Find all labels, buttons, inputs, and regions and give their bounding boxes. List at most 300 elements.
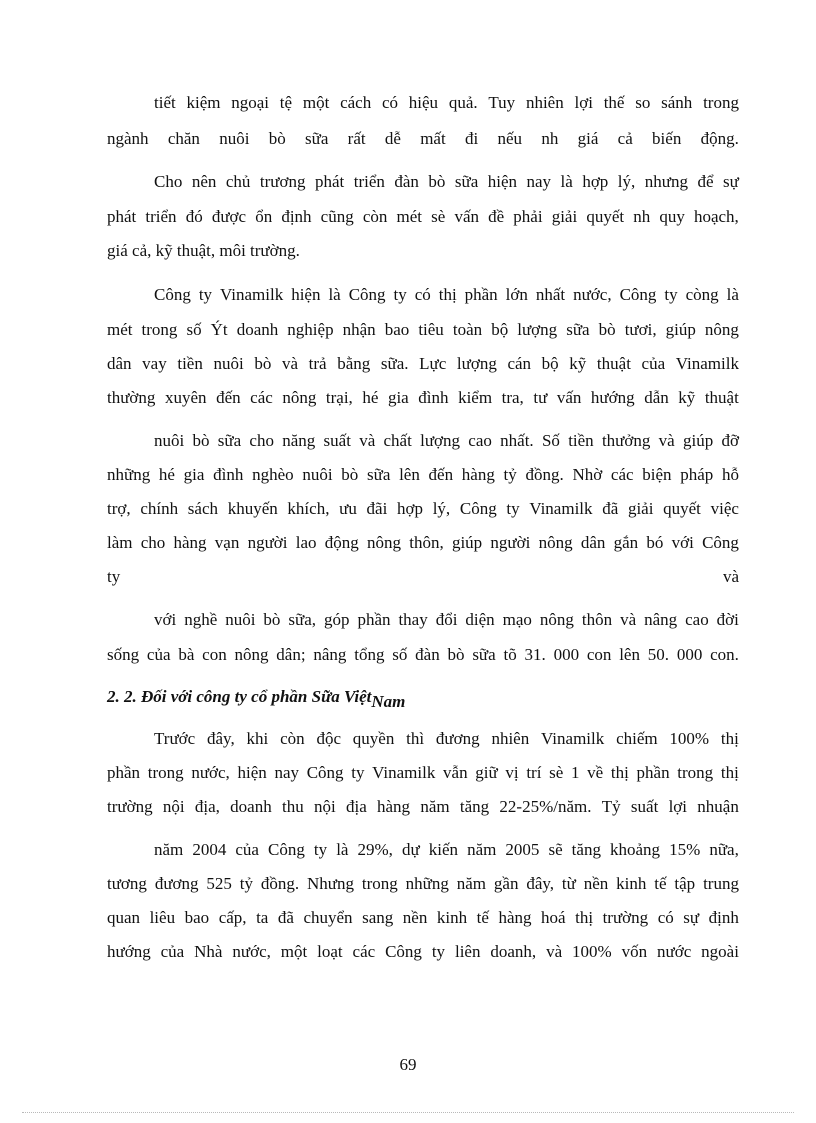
word: bò	[254, 354, 272, 373]
word: cho	[140, 533, 166, 552]
word: gia	[183, 465, 205, 484]
word: ty	[664, 285, 678, 304]
word: Vinamilk	[541, 729, 605, 748]
word: nhất.	[500, 431, 534, 450]
paragraph-line	[107, 319, 739, 341]
word: chủ	[225, 172, 251, 191]
word: doanh	[230, 797, 272, 816]
word: đó	[185, 207, 203, 226]
word: ưu	[339, 499, 357, 518]
word: tiền	[177, 354, 203, 373]
word: vẫn	[443, 763, 468, 782]
word: chăn	[167, 129, 200, 148]
word: Cho	[154, 172, 183, 191]
word: khoảng	[610, 840, 661, 859]
paragraph-line	[107, 206, 739, 228]
word: đây,	[526, 874, 555, 893]
word: 22-25%/năm.	[499, 797, 592, 816]
word: bộ	[541, 354, 559, 373]
word: của	[160, 942, 185, 961]
word: nước,	[573, 285, 612, 304]
word: năm	[420, 797, 450, 816]
word: đãi	[366, 499, 388, 518]
word: hiệu	[408, 93, 439, 112]
word: để	[697, 172, 714, 191]
word: Công	[348, 285, 386, 304]
word: vấn	[556, 388, 582, 407]
word: nông	[367, 533, 401, 552]
word: cấp,	[218, 908, 247, 927]
word: chất	[383, 431, 412, 450]
word: về	[587, 763, 604, 782]
word: hiện	[291, 285, 321, 304]
word: thị	[575, 908, 594, 927]
word: diện	[465, 610, 495, 629]
word: 50.	[647, 645, 670, 664]
word: bao	[384, 320, 410, 339]
word: nâng	[313, 645, 347, 664]
word: nội	[162, 797, 185, 816]
word: nghề	[184, 610, 218, 629]
word: phát	[314, 172, 345, 191]
word: trường	[107, 797, 153, 816]
word: lượng	[420, 431, 461, 450]
word: bộ	[491, 320, 509, 339]
word: Lực	[419, 354, 447, 373]
word: lợi	[668, 797, 688, 816]
word: số	[186, 320, 202, 339]
word: và	[620, 610, 637, 629]
word: 29%,	[357, 840, 393, 859]
word: dễ	[384, 129, 401, 148]
word: 000	[676, 645, 703, 664]
word: và	[281, 354, 298, 373]
word: pháp	[680, 465, 714, 484]
word: sữa	[472, 645, 496, 664]
word: địa,	[194, 797, 220, 816]
word: giải	[627, 499, 654, 518]
word: nông	[282, 388, 317, 407]
word: có	[657, 908, 674, 927]
word: tiết	[154, 93, 176, 112]
word: của	[235, 840, 259, 859]
word: nếu	[497, 129, 523, 148]
word: triển	[353, 172, 385, 191]
word: nghiệp	[287, 320, 334, 339]
word: 2004	[192, 840, 227, 859]
word: đã	[602, 499, 619, 518]
word: nuôi	[213, 354, 244, 373]
word: lao	[295, 533, 317, 552]
word: hướng	[590, 388, 635, 407]
word: tăng	[571, 840, 601, 859]
word: đề	[488, 207, 505, 226]
word: đình	[418, 388, 449, 407]
word: Trước	[154, 729, 196, 748]
word: hiện	[237, 763, 267, 782]
word: làm	[107, 533, 133, 552]
word: Công	[154, 285, 191, 304]
word: năm	[154, 840, 184, 859]
paragraph-line	[107, 796, 739, 818]
word: nông	[538, 533, 573, 552]
word: gần	[493, 874, 519, 893]
word: từ	[561, 874, 576, 893]
word: ngành	[107, 129, 149, 148]
word: trương	[259, 172, 306, 191]
paragraph-line	[154, 171, 739, 193]
word: bò	[341, 465, 359, 484]
word: nh	[541, 129, 559, 148]
word: ổn	[255, 207, 273, 226]
word: cho	[249, 431, 274, 450]
word: suất	[323, 431, 351, 450]
paragraph-line	[107, 907, 739, 929]
word: hợp	[582, 172, 609, 191]
word: dân;	[276, 645, 306, 664]
word: thu	[281, 797, 304, 816]
word: Tỷ	[601, 797, 621, 816]
word: toàn	[452, 320, 483, 339]
word: thị	[720, 763, 739, 782]
word: được	[211, 207, 247, 226]
word: 525	[206, 874, 232, 893]
word: là	[726, 285, 739, 304]
word: tra,	[501, 388, 524, 407]
word: trong	[703, 93, 739, 112]
word: một	[302, 93, 330, 112]
word: ngoại	[231, 93, 270, 112]
word: con	[202, 645, 227, 664]
word: người	[247, 533, 288, 552]
word: dân	[107, 354, 132, 373]
word: doanh	[236, 320, 279, 339]
word: đương	[435, 729, 480, 748]
word: quyết	[663, 499, 701, 518]
word: 15%	[669, 840, 701, 859]
word: lý,	[617, 172, 636, 191]
word: cán	[507, 354, 532, 373]
word: dự	[401, 840, 420, 859]
paragraph-line	[154, 728, 739, 750]
word: Công	[619, 285, 657, 304]
word: bao	[184, 908, 210, 927]
word: biến	[652, 129, 682, 148]
word: nước,	[232, 942, 271, 961]
section-heading-subscript: Nam	[371, 692, 406, 711]
word: Tuy	[488, 93, 516, 112]
word: sè	[549, 763, 564, 782]
word: trung	[703, 874, 739, 893]
word: ty	[506, 499, 520, 518]
word: nghèo	[252, 465, 294, 484]
paragraph-line	[154, 609, 739, 631]
word: hàng	[173, 533, 207, 552]
word: đã	[277, 908, 294, 927]
word: tiền	[568, 431, 594, 450]
word: nhuận	[697, 797, 739, 816]
word: cả	[617, 129, 633, 148]
word: bò	[268, 129, 286, 148]
word: sự	[723, 172, 739, 191]
word: lượng	[517, 320, 558, 339]
paragraph-line	[107, 353, 739, 375]
word: tăng	[459, 797, 490, 816]
word: Ýt	[210, 320, 228, 339]
paragraph-line: giá cả, kỹ thuật, môi trường.	[107, 241, 300, 260]
word: mất	[420, 129, 446, 148]
section-heading	[107, 686, 739, 711]
word: có	[414, 285, 431, 304]
word: trại,	[325, 388, 353, 407]
word: và	[658, 431, 675, 450]
word: dẫn	[644, 388, 669, 407]
word: Số	[541, 431, 560, 450]
word: hàng	[377, 797, 411, 816]
word: với	[154, 610, 177, 629]
word: sữa	[454, 172, 479, 191]
word: Nhưng	[307, 874, 355, 893]
word: tỷ	[239, 874, 254, 893]
paragraph-line	[107, 464, 739, 486]
word: quan	[107, 908, 141, 927]
word: bò	[598, 320, 616, 339]
word: 100%	[669, 729, 710, 748]
page-number: 69	[399, 1055, 417, 1074]
word: trả	[308, 354, 327, 373]
word: nuôi	[154, 431, 185, 450]
word: phát	[107, 207, 137, 226]
word: phần	[357, 610, 391, 629]
word: lượng	[456, 354, 497, 373]
word: năng	[282, 431, 316, 450]
word: đồng.	[525, 465, 564, 484]
word: tương	[107, 874, 147, 893]
word: bò	[263, 610, 281, 629]
word: liêu	[149, 908, 176, 927]
word: khi	[246, 729, 269, 748]
word: sách	[187, 499, 218, 518]
word: của	[641, 354, 666, 373]
word: thuật	[596, 354, 631, 373]
word: cao	[685, 610, 709, 629]
word: 2005	[505, 840, 540, 859]
word: sữa.	[380, 354, 409, 373]
paragraph-line	[107, 762, 739, 784]
word: kiến	[428, 840, 459, 859]
word: Công	[385, 942, 422, 961]
word: 1	[570, 763, 580, 782]
word: giữ	[475, 763, 498, 782]
word: đàn	[394, 172, 419, 191]
word: sữa	[217, 431, 242, 450]
word: ngoài	[701, 942, 739, 961]
word: kiểm	[458, 388, 493, 407]
word: nuôi	[219, 129, 250, 148]
paragraph-line	[154, 839, 739, 861]
paragraph-line	[154, 430, 739, 452]
word: lên	[619, 645, 640, 664]
word: động	[324, 533, 359, 552]
word: quả.	[448, 93, 478, 112]
word: sống	[107, 645, 140, 664]
word: gắn	[613, 533, 639, 552]
word: vốn	[621, 942, 648, 961]
word: nữa,	[709, 840, 739, 859]
word: và	[546, 942, 563, 961]
word: nhất	[535, 285, 566, 304]
word: giải	[551, 207, 578, 226]
word: đàn	[415, 645, 440, 664]
word: quy	[659, 207, 685, 226]
word: thường	[107, 388, 156, 407]
word: nội	[313, 797, 336, 816]
word: thế	[603, 93, 625, 112]
word: thì	[406, 729, 425, 748]
word: định	[708, 908, 739, 927]
word: mạo	[502, 610, 532, 629]
word: nhận	[342, 320, 376, 339]
word: giúp	[665, 320, 696, 339]
word: lên	[399, 465, 420, 484]
word: vị	[505, 763, 519, 782]
word: và	[359, 431, 376, 450]
word: khích,	[287, 499, 330, 518]
word: bò	[447, 645, 465, 664]
word: giúp	[682, 431, 714, 450]
word: chính	[140, 499, 179, 518]
word: lợi	[574, 93, 593, 112]
word: là	[336, 840, 349, 859]
word: hiện	[487, 172, 518, 191]
word: đi	[464, 129, 479, 148]
page-bottom-border	[22, 1112, 794, 1113]
word: trong	[141, 320, 178, 339]
word: kỹ	[569, 354, 587, 373]
paragraph-line	[107, 532, 739, 554]
word: đây,	[207, 729, 235, 748]
word: ty	[313, 840, 328, 859]
word: trong	[677, 763, 714, 782]
word: nâng	[644, 610, 678, 629]
paragraph-line	[154, 92, 739, 114]
word: năm	[456, 874, 487, 893]
word: Vinamilk	[529, 499, 593, 518]
word: việc	[710, 499, 739, 518]
word: hướng	[107, 942, 151, 961]
word: vay	[142, 354, 167, 373]
word: tệ	[279, 93, 293, 112]
word: nền	[402, 908, 428, 927]
word: các	[250, 388, 273, 407]
word: của	[146, 645, 171, 664]
word: còng	[685, 285, 719, 304]
word: phần	[107, 763, 141, 782]
word: cũng	[320, 207, 354, 226]
word: chiếm	[616, 729, 658, 748]
word: trường	[602, 908, 649, 927]
word: kinh	[436, 908, 468, 927]
word: địa	[345, 797, 367, 816]
word: tế	[476, 908, 489, 927]
section-heading-text: 2. 2. Đối với công ty cổ phần Sữa Việt	[107, 687, 372, 706]
word: nuôi	[302, 465, 333, 484]
word: độc	[316, 729, 341, 748]
word: Công	[306, 763, 344, 782]
word: nên	[191, 172, 217, 191]
word: gia	[387, 388, 409, 407]
word: những	[405, 874, 449, 893]
word: là	[328, 285, 341, 304]
word: bó	[646, 533, 664, 552]
word: phải	[513, 207, 543, 226]
word: trợ,	[107, 499, 131, 518]
word: bằng	[337, 354, 371, 373]
word: thôn,	[409, 533, 444, 552]
word: nước,	[191, 763, 230, 782]
word: định	[281, 207, 312, 226]
word: đình	[213, 465, 244, 484]
word: số	[392, 645, 408, 664]
word: tươi,	[624, 320, 657, 339]
paragraph-line	[107, 941, 739, 963]
word: cao	[468, 431, 492, 450]
word: chuyển	[303, 908, 353, 927]
word: liên	[454, 942, 481, 961]
word: nh	[633, 207, 651, 226]
word: thị	[438, 285, 457, 304]
word: mét	[396, 207, 423, 226]
word: rất	[347, 129, 366, 148]
word: các	[352, 942, 376, 961]
word: kinh	[616, 874, 647, 893]
word: sánh	[661, 93, 693, 112]
word: có	[381, 93, 399, 112]
word: khuyến	[227, 499, 278, 518]
word: sè	[431, 207, 446, 226]
word: năm	[467, 840, 497, 859]
word: kiệm	[186, 93, 221, 112]
word: nuôi	[225, 610, 256, 629]
word: với	[671, 533, 694, 552]
word: góp	[323, 610, 350, 629]
word: sữa	[566, 320, 590, 339]
word: đương	[154, 874, 199, 893]
word: tõ	[503, 645, 517, 664]
paragraph-line	[107, 128, 739, 150]
word: trong	[147, 763, 184, 782]
word: bò	[428, 172, 446, 191]
word: tỷ	[503, 465, 517, 484]
word: là	[560, 172, 573, 191]
word: suất	[630, 797, 659, 816]
word: mét	[107, 320, 133, 339]
word: sữa	[305, 129, 329, 148]
word: hàng	[461, 465, 495, 484]
word: con.	[710, 645, 739, 664]
word: biện	[642, 465, 672, 484]
word: ty	[198, 285, 213, 304]
word: phần	[636, 763, 670, 782]
paragraph-line	[107, 498, 739, 520]
word: quyền	[352, 729, 395, 748]
word: 100%	[572, 942, 612, 961]
word: sự	[683, 908, 700, 927]
paragraph-line	[107, 387, 739, 409]
word: lý,	[432, 499, 451, 518]
word: nay	[274, 763, 300, 782]
word: trí	[526, 763, 542, 782]
